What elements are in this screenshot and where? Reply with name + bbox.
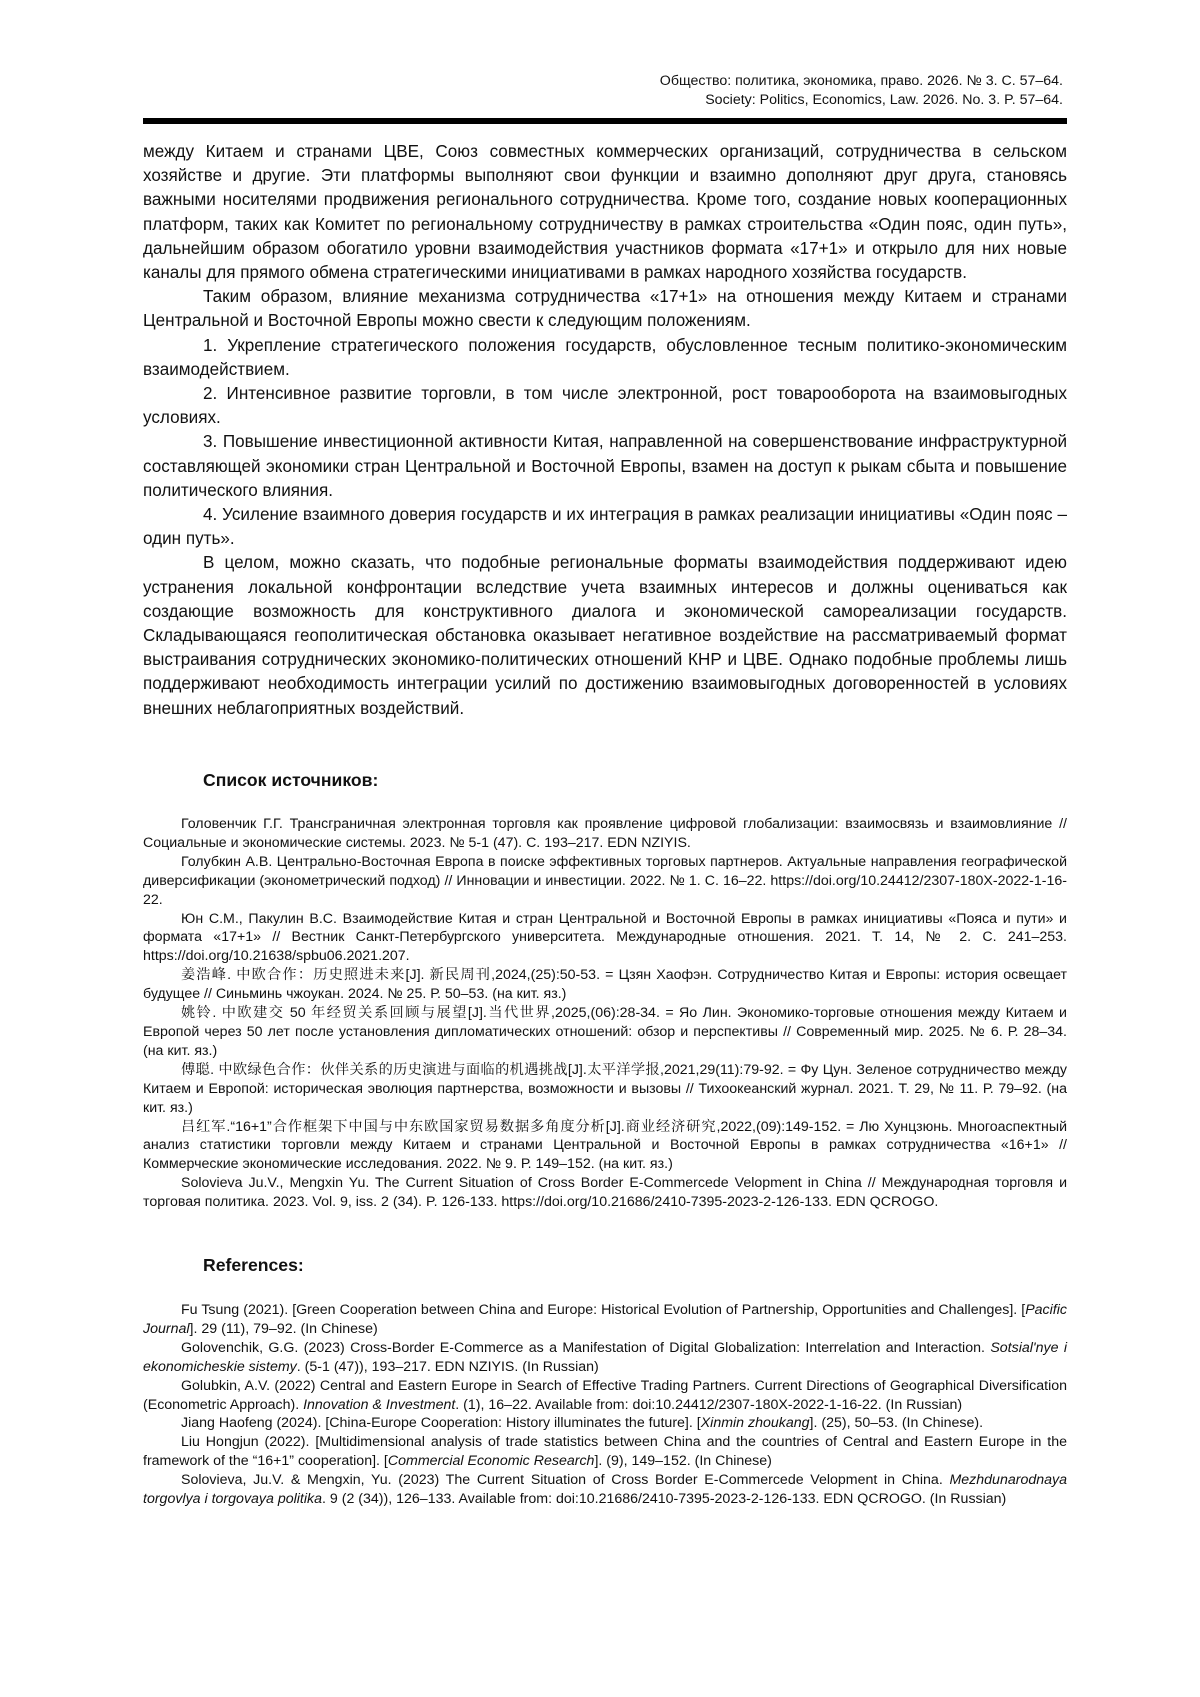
references-heading: References: [203, 1255, 304, 1275]
running-header-en: Society: Politics, Economics, Law. 2026. No. 3. P. 57–64. [705, 92, 1063, 108]
reference-item: Jiang Haofeng (2024). [China-Europe Cooperation: History illuminates the future]. [Xinmin zhoukang]. (25), 50–53. (In Chinese). [181, 1415, 984, 1432]
sources-list [143, 815, 1067, 1212]
body-paragraph: В целом, можно сказать, что подобные региональные форматы взаимодействия поддерживают идею устранения локальной конфронтации вследствие учета взаимных интересов и должны оцениваться как создающие возможность для конструктивного диалога и экономической самореализации государств. Складывающаяся геополитическая обстановка оказывает негативное воздействие на рассматриваемый формат выстраивания сотруднических экономико-политических отношений КНР и ЦВЕ. Однако подобные проблемы лишь поддерживают необходимость интеграции усилий по достижению взаимовыгодных договоренностей в условиях внешних неблагоприятных воздействий. [143, 553, 1067, 718]
reference-item: Golovenchik, G.G. (2023) Cross-Border E-Commerce as a Manifestation of Digital Globalization: Interrelation and Interaction. Sotsial'nye i ekonomicheskie sistemy. (5-1 (47)), 193–217. EDN NZIYIS. (In Russian) [143, 1339, 1067, 1375]
reference-item: Liu Hongjun (2022). [Multidimensional analysis of trade statistics between China and the countries of Central and Eastern Europe in the framework of the “16+1” cooperation]. [Commercial Economic Research]. (9), 149–152. (In Chinese) [143, 1434, 1067, 1470]
reference-item: Fu Tsung (2021). [Green Cooperation between China and Europe: Historical Evolution of Partnership, Opportunities and Challenges]. [Pacific Journal]. 29 (11), 79–92. (In Chinese) [143, 1302, 1067, 1337]
reference-item: Golubkin, A.V. (2022) Central and Eastern Europe in Search of Effective Trading Partners. Current Directions of Geographical Diversification (Econometric Approach). Innovation & Investment. (1), 16–22. Available from: doi:10.24412/2307-180X-2022-1-16-22. (In Russian) [143, 1377, 1067, 1413]
article-body [143, 140, 1067, 721]
source-item: Юн С.М., Пакулин В.С. Взаимодействие Китая и стран Центральной и Восточной Европы в рамках инициативы «Пояса и пути» и формата «17+1» // Вестник Санкт-Петербургского университета. Международные отношения. 2021. Т. 14, № 2. С. 241–253. https://doi.org/10.21638/spbu06.2021.207. [143, 910, 1067, 965]
source-item: Solovieva Ju.V., Mengxin Yu. The Current Situation of Cross Border E-Commercede Velopment in China // Международная торговля и торговая политика. 2023. Vol. 9, iss. 2 (34). P. 126-133. https://doi.org/10.21686/2410-7395-2023-2-126-133. EDN QCROGO. [143, 1175, 1067, 1211]
source-item: 姜浩峰. 中欧合作：历史照进未来[J]. 新民周刊,2024,(25):50-53. = Цзян Хаофэн. Сотрудничество Китая и Европы: история освещает будущее // Синьминь чжоукан. 2024. № 25. Р. 50–53. (на кит. яз.) [143, 967, 1067, 1003]
sources-heading: Список источников: [203, 770, 379, 790]
body-paragraph: Таким образом, влияние механизма сотрудничества «17+1» на отношения между Китаем и странами Центральной и Восточной Европы можно свести к следующим положениям. [143, 287, 1067, 331]
references-list [143, 1301, 1067, 1509]
reference-item: Solovieva, Ju.V. & Mengxin, Yu. (2023) The Current Situation of Cross Border E-Commercede Velopment in China. Mezhdunarodnaya torgovlya i torgovaya politika. 9 (2 (34)), 126–133. Available from: doi:10.21686/2410-7395-2023-2-126-133. EDN QCROGO. (In Russian) [143, 1472, 1067, 1508]
body-paragraph: 3. Повышение инвестиционной активности Китая, направленной на совершенствование инфраструктурной составляющей экономики стран Центральной и Восточной Европы, взамен на доступ к рыкам сбыта и повышение политического влияния. [143, 432, 1067, 500]
running-header-ru: Общество: политика, экономика, право. 2026. № 3. С. 57–64. [659, 73, 1063, 89]
body-paragraph: 1. Укрепление стратегического положения государств, обусловленное тесным политико-экономическим взаимодействием. [143, 335, 1067, 379]
source-item: 傅聪. 中欧绿色合作：伙伴关系的历史演进与面临的机遇挑战[J].太平洋学报,2021,29(11):79-92. = Фу Цун. Зеленое сотрудничество между Китаем и Европой: историческая эволюция партнерства, возможности и вызовы // Тихоокеанский журнал. 2021. Т. 29, № 11. Р. 79–92. (на кит. яз.) [143, 1061, 1067, 1116]
header-divider [143, 118, 1067, 124]
body-paragraph: между Китаем и странами ЦВЕ, Союз совместных коммерческих организаций, сотрудничества в сельском хозяйстве и другие. Эти платформы выполняют свои функции и взаимно дополняют друг друга, становясь важными носителями продвижения регионального сотрудничества. Кроме того, создание новых кооперационных платформ, таких как Комитет по региональному сотрудничеству в рамках строительства «Один пояс, один путь», дальнейшим образом обогатило уровни взаимодействия участников формата «17+1» и открыло для них новые каналы для прямого обмена стратегическими инициативами в рамках народного хозяйства государств. [143, 142, 1067, 283]
running-header [660, 72, 1063, 110]
source-item: Голубкин А.В. Центрально-Восточная Европа в поиске эффективных торговых партнеров. Актуальные направления географической диверсификации (эконометрический подход) // Инновации и инвестиции. 2022. № 1. С. 16–22. https://doi.org/10.24412/2307-180X-2022-1-16-22. [143, 853, 1067, 908]
source-item: 吕红军.“16+1”合作框架下中国与中东欧国家贸易数据多角度分析[J].商业经济研究,2022,(09):149-152. = Лю Хунцзюнь. Многоаспектный анализ статистики торговли между Китаем и странами Центральной и Восточной Европы в рамках сотрудничества «16+1» // Коммерческие экономические исследования. 2022. № 9. Р. 149–152. (на кит. яз.) [143, 1118, 1067, 1173]
body-paragraph: 4. Усиление взаимного доверия государств и их интеграция в рамках реализации инициативы «Один пояс – один путь». [143, 505, 1067, 549]
source-item: Головенчик Г.Г. Трансграничная электронная торговля как проявление цифровой глобализации: взаимосвязь и взаимовлияние // Социальные и экономические системы. 2023. № 5-1 (47). С. 193–217. EDN NZIYIS. [143, 816, 1067, 851]
body-paragraph: 2. Интенсивное развитие торговли, в том числе электронной, рост товарооборота на взаимовыгодных условиях. [143, 384, 1067, 428]
source-item: 姚铃. 中欧建交 50 年经贸关系回顾与展望[J].当代世界,2025,(06):28-34. = Яо Лин. Экономико-торговые отношения между Китаем и Европой через 50 лет после установления дипломатических отношений: обзор и перспективы // Современный мир. 2025. № 6. Р. 28–34. (на кит. яз.) [143, 1005, 1067, 1059]
